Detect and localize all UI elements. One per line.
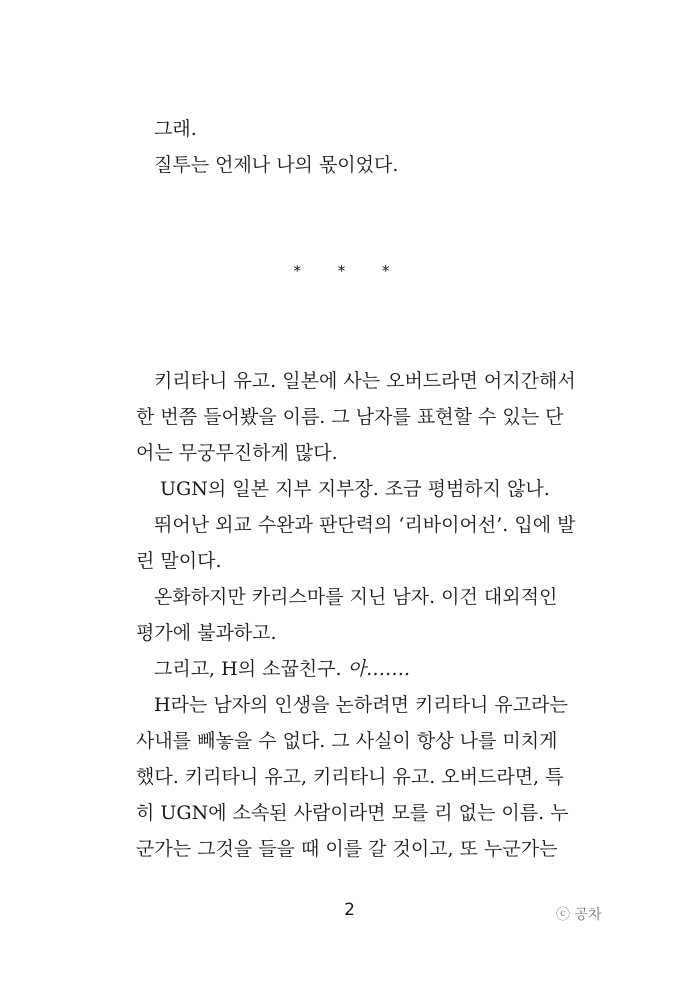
opening-line-1: 그래. — [154, 118, 197, 140]
paragraph-6-line-1: H라는 남자의 인생을 논하려면 키리타니 유고라는 — [154, 694, 568, 716]
opening-line-2: 질투는 언제나 나의 몫이었다. — [154, 154, 399, 176]
paragraph-4-line-1: 온화하지만 카리스마를 지닌 남자. 이건 대외적인 — [154, 586, 558, 608]
paragraph-1-line-3: 어는 무궁무진하게 많다. — [136, 442, 338, 464]
paragraph-5-italic: 아……. — [347, 658, 411, 680]
page-number: 2 — [344, 900, 355, 920]
copyright-notice: ⓒ 공차 — [556, 907, 602, 923]
paragraph-6-line-5: 군가는 그것을 들을 때 이를 갈 것이고, 또 누군가는 — [136, 838, 558, 860]
paragraph-6-line-3: 했다. 키리타니 유고, 키리타니 유고. 오버드라면, 특 — [136, 766, 564, 788]
paragraph-3-line-2: 린 말이다. — [136, 550, 222, 572]
paragraph-2: UGN의 일본 지부 지부장. 조금 평범하지 않나. — [160, 478, 550, 500]
section-separator: * * * — [293, 262, 406, 280]
paragraph-5 — [154, 656, 556, 682]
paragraph-5-text: 그리고, H의 소꿉친구. — [154, 658, 348, 680]
paragraph-6-line-4: 히 UGN에 소속된 사람이라면 모를 리 없는 이름. 누 — [136, 802, 569, 824]
paragraph-3-line-1: 뛰어난 외교 수완과 판단력의 ‘리바이어선’. 입에 발 — [154, 514, 576, 536]
paragraph-6-line-2: 사내를 빼놓을 수 없다. 그 사실이 항상 나를 미치게 — [136, 730, 558, 752]
paragraph-1-line-1: 키리타니 유고. 일본에 사는 오버드라면 어지간해서 — [154, 370, 576, 392]
paragraph-1-line-2: 한 번쯤 들어봤을 이름. 그 남자를 표현할 수 있는 단 — [136, 406, 564, 428]
paragraph-4-line-2: 평가에 불과하고. — [136, 622, 277, 644]
